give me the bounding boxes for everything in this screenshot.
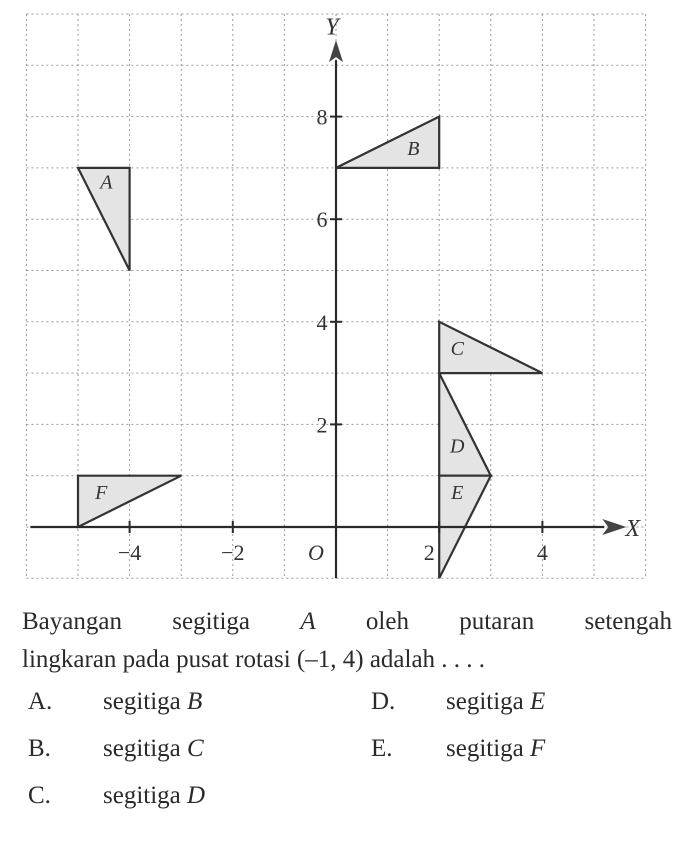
x-tick-label: −2 [221,540,245,565]
triangle-label: B [407,138,420,161]
question-text [22,603,672,679]
origin-label: O [308,540,324,565]
triangle-a [78,168,130,271]
question-var-a: A [300,608,316,635]
triangle-label: A [100,171,113,194]
x-tick-label: 2 [423,540,435,565]
option-b[interactable]: B. segitiga C [28,735,204,762]
y-tick-label: 8 [316,104,328,130]
y-axis-arrow-icon [329,40,343,62]
triangle-label: D [450,435,465,458]
y-tick-label: 4 [316,309,328,335]
option-e[interactable]: E. segitiga F [371,735,546,762]
x-tick-label: 4 [536,540,548,565]
option-a[interactable]: A. segitiga B [28,688,203,715]
triangle-label: E [451,481,464,504]
y-axis-label: Y [325,14,339,41]
triangle-label: F [95,481,108,504]
option-d[interactable]: D. segitiga E [371,688,546,715]
y-tick-label: 6 [316,207,328,233]
triangle-label: C [450,338,464,361]
x-axis-label: X [625,516,641,542]
x-tick-label: −4 [117,540,142,565]
option-c[interactable]: C. segitiga D [28,782,206,809]
y-tick-label: 2 [316,412,328,438]
triangles [78,117,542,579]
x-axis-arrow-icon [602,519,626,535]
question-line-1: Bayangan segitiga A oleh putaran setengah [22,608,673,635]
question-line-2: lingkaran pada pusat rotasi (–1, 4) adalah . . . . [22,646,486,673]
